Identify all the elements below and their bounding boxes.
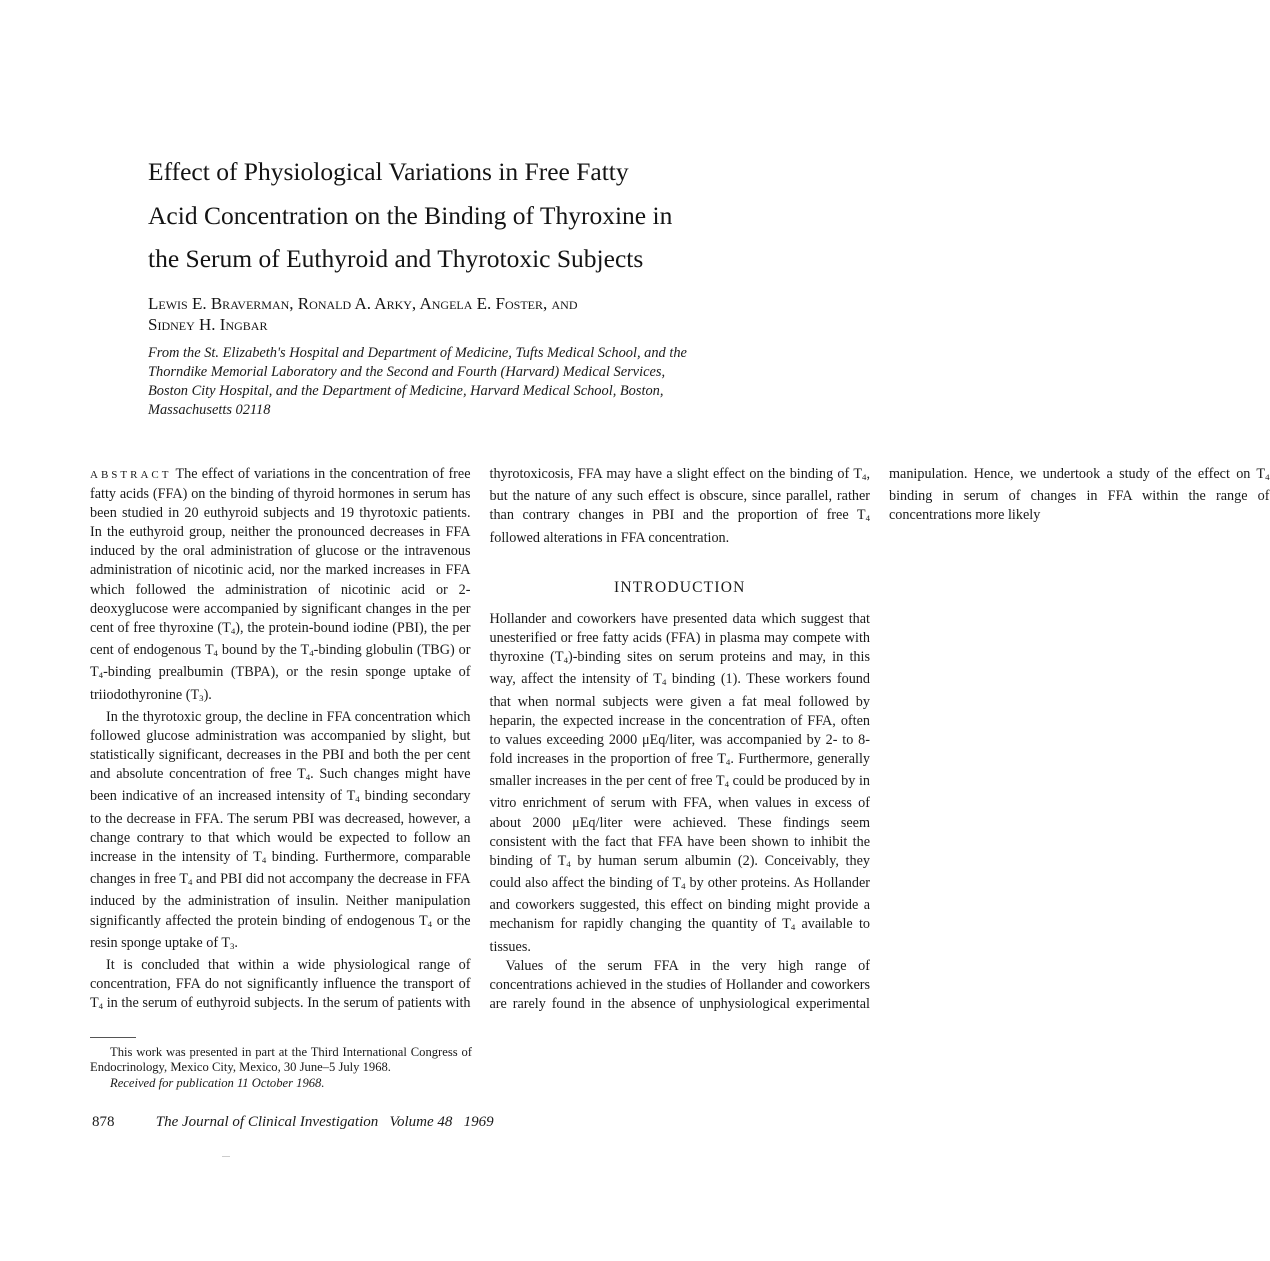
two-column-flow [90,465,1270,1035]
scan-mark [222,1156,230,1157]
text-run: It is concluded that within a wide physiological range of concentration, FFA do not significantly influence the transport of T [90,957,471,1012]
subscript: 4 [309,648,314,659]
subscript: 4 [566,858,571,869]
subscript: 4 [661,677,667,688]
title-line: Effect of Physiological Variations in Free Fatty [148,157,629,186]
footnote [90,1045,472,1091]
text-run: available to tissues. [489,916,870,955]
subscript: 3 [199,692,204,703]
text-run: )-binding sites on serum proteins and may, in this way, affect the intensity of T [489,649,870,688]
text-run: Hollander and coworkers have presented data which suggest that unesterified or free fatty acids (FFA) in plasma may compete with thyroxine (T [489,610,870,666]
subscript: 4 [427,918,433,929]
page-number: 878 [92,1114,115,1130]
subscript: 4 [681,881,686,892]
section-heading: INTRODUCTION [614,578,746,596]
text-run: . [234,934,238,951]
authors-line: Sidney H. Ingbar [148,315,268,334]
subscript: 4 [230,625,236,636]
text-run: binding (1). These workers found that when normal subjects were given a fat meal followed by heparin, the expected increase in the concentration of FFA, often to values exceeding 2000 μEq/liter, was accompanied by 2- to 8-fold increases in the proportion of free T [489,671,870,767]
affiliation: From the St. Elizabeth's Hospital and Department of Medicine, Tufts Medical School, and the Thorndike Memorial Laboratory and the Second and Fourth (Harvard) Medical Services, Boston City Hospital, and the Department of Medicine, Harvard Medical School, Boston, Massachusetts 02118 [148,345,687,418]
text-run: , but the nature of any such effect is obscure, since parallel, rather than contrary changes in PBI and the proportion of free T [489,466,870,524]
subscript: 4 [355,794,360,805]
abstract-paragraph [90,708,471,956]
footnote-rule [90,1037,136,1038]
subscript: 4 [98,670,104,681]
text-run: Values of the serum FFA in the very high range of concentrations achieved in the studies of Hollander and coworkers are rarely found in the absence of unphysiological experimental manipulation. Hence, we undertook a study of the effect on T [489,466,1266,1012]
title-line: the Serum of Euthyroid and Thyrotoxic Subjects [148,244,644,273]
journal-name: The Journal of Clinical Investigation [155,1114,379,1130]
text-run: followed alterations in FFA concentration. [489,529,730,546]
subscript: 4 [305,772,311,783]
journal-year: 1969 [463,1114,494,1130]
text-run: and PBI did not accompany the decrease in FFA induced by the administration of insulin. Neither manipulation significantly affected the protein binding of endogenous T [90,871,471,929]
intro-paragraph [490,610,871,957]
text-run: could be produced by in vitro enrichment of serum with FFA, when values in excess of about 2000 μEq/liter were achieved. These findings seem consistent with the fact that FFA have been shown to inhibit the binding of T [489,773,870,869]
text-run: by other proteins. As Hollander and coworkers suggested, this effect on binding might provide a mechanism for rapidly changing the quantity of T [489,875,871,933]
subscript: 4 [261,855,267,866]
text-run: ). [203,686,212,703]
footnote-text: This work was presented in part at the Third International Congress of Endocrinology, Mexico City, Mexico, 30 June–5 July 1968. [90,1045,472,1075]
text-run: -binding prealbumin (TBPA), or the resin sponge uptake of triiodothyronine (T [90,664,471,703]
subscript: 4 [790,922,796,933]
authors-line: Lewis E. Braverman, Ronald A. Arky, Angela E. Foster, and [148,294,578,313]
subscript: 4 [563,655,568,666]
text-run: ), the protein-bound iodine (PBI), the per cent of endogenous T [90,619,471,659]
text-run: . Such changes might have been indicative of an increased intensity of T [90,766,471,805]
subscript: 3 [230,941,235,952]
text-run: binding secondary to the decrease in FFA. The serum PBI was decreased, however, a change contrary to that which would be expected to follow an increase in the intensity of T [90,788,471,865]
journal-volume: Volume 48 [389,1114,453,1130]
author-list [148,293,788,335]
subscript: 4 [724,779,729,790]
text-run: The effect of variations in the concentration of free fatty acids (FFA) on the binding of thyroid hormones in serum has been studied in 20 euthyroid subjects and 19 thyrotoxic patients. In the euthyroid group, neither the pronounced decreases in FFA induced by the oral administration of glucose or the intravenous administration of nicotinic acid, nor the marked increases in FFA which followed the administration of nicotinic acid or 2-deoxyglucose were accompanied by significant changes in the per cent of free thyroxine (T [90,466,471,636]
article-title [148,150,788,281]
subscript: 4 [865,513,870,524]
page-footer [92,1112,612,1132]
subscript: 4 [725,757,731,768]
subscript: 4 [862,472,867,483]
subscript: 4 [1265,472,1270,483]
text-run: -binding globulin (TBG) or T [90,642,471,681]
subscript: 4 [188,877,193,888]
text-run: bound by the T [217,642,310,659]
text-run: binding in serum of changes in FFA within the range of concentrations more likely [889,488,1270,524]
text-run: in the serum of euthyroid subjects. In the serum of patients with thyrotoxicosis, FFA may have a slight effect on the binding of T [103,466,863,1012]
subscript: 4 [98,1001,104,1012]
title-line: Acid Concentration on the Binding of Thyroxine in [148,200,673,230]
text-run: . Furthermore, generally smaller increases in the per cent of free T [489,750,870,790]
text-run: binding. Furthermore, comparable changes in free T [90,848,471,888]
text-run: by human serum albumin (2). Conceivably, they could also affect the binding of T [489,852,870,891]
text-run: or the resin sponge uptake of T [90,912,471,951]
received-date: Received for publication 11 October 1968. [110,1075,325,1090]
text-run: In the thyrotoxic group, the decline in FFA concentration which followed glucose administration was accompanied by slight, but statistically significant, decreases in the PBI and both the per cent and absolute concentration of free T [90,708,471,783]
subscript: 4 [213,648,218,659]
abstract-label: ABSTRACT [90,469,172,481]
abstract-paragraph [90,465,471,708]
